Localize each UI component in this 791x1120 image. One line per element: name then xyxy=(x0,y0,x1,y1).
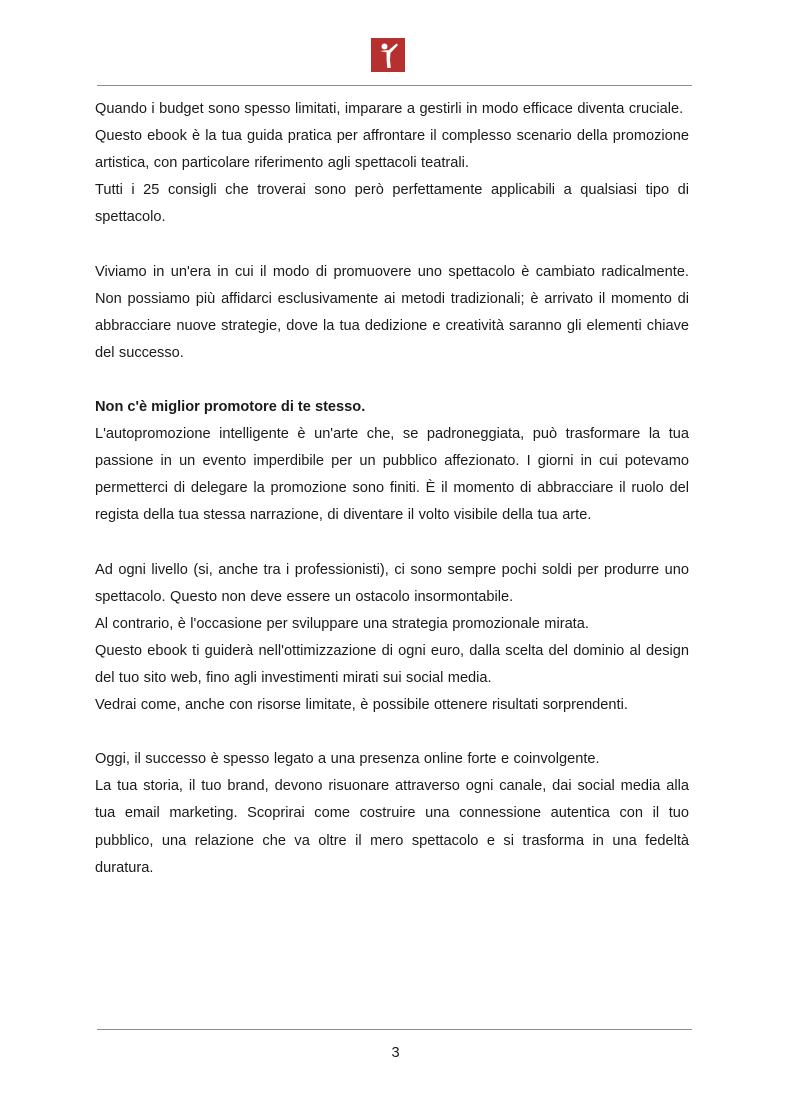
spacer xyxy=(95,719,689,746)
paragraph-storia-brand: La tua storia, il tuo brand, devono risuonare attraverso ogni canale, dai social media alla tua email marketing. Scoprirai come costruire una connessione autentica con il tuo pubblico, una relazione che va oltre il mero spettacolo e si trasforma in una fedeltà duratura. xyxy=(95,778,689,876)
header-divider xyxy=(97,85,692,86)
spacer xyxy=(95,530,689,557)
paragraph-ebook-guide: Questo ebook è la tua guida pratica per affrontare il complesso scenario della promozione artistica, con particolare riferimento agli spettacoli teatrali. xyxy=(95,128,689,172)
footer-divider xyxy=(97,1029,692,1030)
paragraph-budget: Quando i budget sono spesso limitati, imparare a gestirli in modo efficace diventa cruciale. xyxy=(95,101,684,117)
person-figure-icon xyxy=(371,38,405,72)
paragraph-ottimizzazione: Questo ebook ti guiderà nell'ottimizzazione di ogni euro, dalla scelta del dominio al design del tuo sito web, fino agli investimenti mirati sui social media. xyxy=(95,642,689,686)
section-heading: Non c'è miglior promotore di te stesso. xyxy=(95,399,366,416)
paragraph-successo: Oggi, il successo è spesso legato a una presenza online forte e coinvolgente. xyxy=(95,751,600,768)
spacer xyxy=(95,367,689,394)
page-body xyxy=(95,96,689,882)
paragraph-risultati: Vedrai come, anche con risorse limitate, è possibile ottenere risultati sorprendenti. xyxy=(95,697,628,714)
page-number: 3 xyxy=(391,1045,400,1061)
paragraph-al-contrario: Al contrario, è l'occasione per sviluppare una strategia promozionale mirata. xyxy=(95,615,589,632)
paragraph-consigli: Tutti i 25 consigli che troverai sono però perfettamente applicabili a qualsiasi tipo di spettacolo. xyxy=(95,182,689,226)
spacer xyxy=(95,231,689,258)
paragraph-era: Viviamo in un'era in cui il modo di promuovere uno spettacolo è cambiato radicalmente. Non possiamo più affidarci esclusivamente ai metodi tradizionali; è arrivato il momento di abbracciare nuove strategie, dove la tua dedizione e creatività saranno gli elementi chiave del successo. xyxy=(95,263,689,361)
publisher-logo xyxy=(371,38,405,72)
paragraph-pochi-soldi: Ad ogni livello (si, anche tra i professionisti), ci sono sempre pochi soldi per produrre uno spettacolo. Questo non deve essere un ostacolo insormontabile. xyxy=(95,561,689,605)
paragraph-autopromozione: L'autopromozione intelligente è un'arte che, se padroneggiata, può trasformare la tua passione in un evento imperdibile per un pubblico affezionato. I giorni in cui potevamo permetterci di delegare la promozione sono finiti. È il momento di abbracciare il ruolo del regista della tua stessa narrazione, di diventare il volto visibile della tua arte. xyxy=(95,426,689,524)
